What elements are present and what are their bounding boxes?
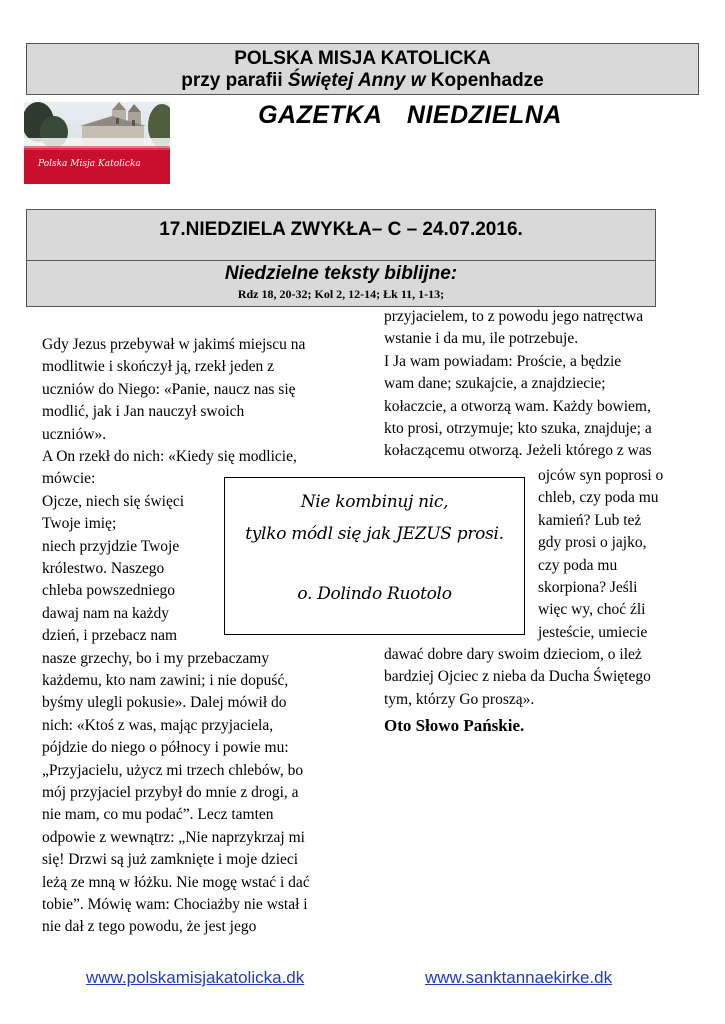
- gospel-line: mój przyjaciel przybył do mnie z drogi, a: [42, 784, 299, 801]
- gospel-line: uczniów do Niego: «Panie, naucz nas się: [42, 380, 296, 398]
- header-line-2c: Kopenhadze: [425, 70, 544, 91]
- mission-logo: [24, 102, 170, 184]
- gospel-line: nasze grzechy, bo i my przebaczamy: [42, 649, 270, 667]
- gospel-line: A On rzekł do nich: «Kiedy się modlicie,: [42, 448, 297, 465]
- gospel-line: ojców syn poprosi o: [538, 467, 664, 484]
- gospel-line: modlić, jak i Jan nauczył swoich: [42, 403, 245, 421]
- sunday-divider: [27, 260, 655, 261]
- gospel-line: każdemu, kto nam zawini; i nie dopuść,: [42, 672, 289, 689]
- quote-box: [224, 477, 525, 635]
- gospel-line: modlitwie i skończył ją, rzekł jeden z: [42, 358, 274, 376]
- gospel-line: nich: «Ktoś z was, mając przyjaciela,: [42, 716, 274, 734]
- gospel-line: tym, którzy Go proszą».: [384, 690, 535, 708]
- gospel-line: nie mam, co mu podać”. Lecz tamten: [42, 806, 274, 824]
- quote-author: o. Dolindo Ruotolo: [297, 584, 452, 604]
- footer-link-polskamisja[interactable]: www.polskamisjakatolicka.dk: [86, 968, 305, 987]
- gospel-line: kołaczącemu otworzą. Jeżeli którego z was: [384, 442, 652, 460]
- gospel-line: kto prosi, otrzymuje; kto szuka, znajduje; a: [384, 420, 652, 437]
- sunday-title: 17.NIEDZIELA ZWYKŁA– C – 24.07.2016.: [159, 219, 523, 240]
- header-box: [26, 43, 699, 95]
- gospel-line: więc wy, choć źli: [538, 601, 646, 619]
- gospel-line: Twoje imię;: [42, 515, 117, 533]
- quote-line-2: tylko módl się jak JEZUS prosi.: [245, 524, 504, 544]
- gospel-line: mówcie:: [42, 470, 96, 488]
- gospel-line: chleb, czy poda mu: [538, 489, 659, 507]
- gospel-line: dawać dobre dary swoim dzieciom, o ileż: [384, 646, 642, 663]
- gospel-line: byśmy ulegli pokusie». Dalej mówił do: [42, 694, 287, 712]
- gospel-line: wstanie i da mu, ile potrzebuje.: [384, 330, 579, 348]
- gospel-line: niech przyjdzie Twoje: [42, 537, 180, 555]
- gospel-line: leżą ze mną w łóżku. Nie mogę wstać i dać: [42, 873, 310, 891]
- gospel-line: tobie”. Mówię wam: Chociażby nie wstał i: [42, 896, 308, 913]
- gospel-line: skorpiona? Jeśli: [538, 579, 638, 596]
- header-line-1: POLSKA MISJA KATOLICKA: [234, 48, 491, 69]
- gospel-line: Gdy Jezus przebywał w jakimś miejscu na: [42, 336, 306, 353]
- paper-title: GAZETKA NIEDZIELNA: [258, 101, 562, 129]
- gospel-line: nie dał z tego powodu, że jest jego: [42, 918, 257, 936]
- gospel-line: kołaczcie, a otworzą wam. Każdy bowiem,: [384, 397, 651, 415]
- gospel-line: I Ja wam powiadam: Proście, a będzie: [384, 352, 622, 370]
- closing-phrase: Oto Słowo Pańskie.: [384, 716, 525, 735]
- gospel-line: uczniów».: [42, 425, 107, 443]
- gospel-line: gdy prosi o jajko,: [538, 534, 647, 552]
- gospel-line: jesteście, umiecie: [538, 623, 648, 641]
- gospel-line: „Przyjacielu, użycz mi trzech chlebów, bo: [42, 761, 304, 779]
- header-line-2: [27, 70, 698, 92]
- church-logo-icon: [24, 102, 170, 184]
- gospel-line: się! Drzwi są już zamknięte i moje dzieci: [42, 851, 299, 869]
- gospel-line: Ojcze, niech się święci: [42, 492, 185, 510]
- gospel-line: królestwo. Naszego: [42, 560, 165, 577]
- texts-refs: Rdz 18, 20-32; Kol 2, 12-14; Łk 11, 1-13;: [237, 287, 445, 301]
- quote-line-1: Nie kombinuj nic,: [300, 492, 449, 512]
- texts-title: Niedzielne teksty biblijne:: [224, 263, 458, 284]
- gospel-line: kamień? Lub też: [538, 511, 642, 529]
- header-line-2b: Świętej Anny w: [287, 70, 426, 91]
- gospel-line: przyjacielem, to z powodu jego natręctwa: [384, 308, 644, 325]
- gospel-line: pójdzie do niego o północy i powie mu:: [42, 739, 289, 757]
- footer-link-sanktanna[interactable]: www.sanktannaekirke.dk: [425, 968, 613, 987]
- logo-caption: Polska Misja Katolicka: [38, 159, 141, 169]
- gospel-line: wam dane; szukajcie, a znajdziecie;: [384, 375, 606, 393]
- gospel-line: czy poda mu: [538, 556, 618, 574]
- gospel-line: bardziej Ojciec z nieba da Ducha Świętego: [384, 668, 651, 686]
- gospel-line: dawaj nam na każdy: [42, 604, 169, 622]
- gospel-line: odpowie z wewnątrz: „Nie naprzykrzaj mi: [42, 828, 305, 846]
- gospel-line: dzień, i przebacz nam: [42, 627, 178, 645]
- sunday-box: [26, 209, 656, 307]
- gospel-line: chleba powszedniego: [42, 582, 175, 600]
- header-line-2a: przy parafii: [181, 70, 288, 91]
